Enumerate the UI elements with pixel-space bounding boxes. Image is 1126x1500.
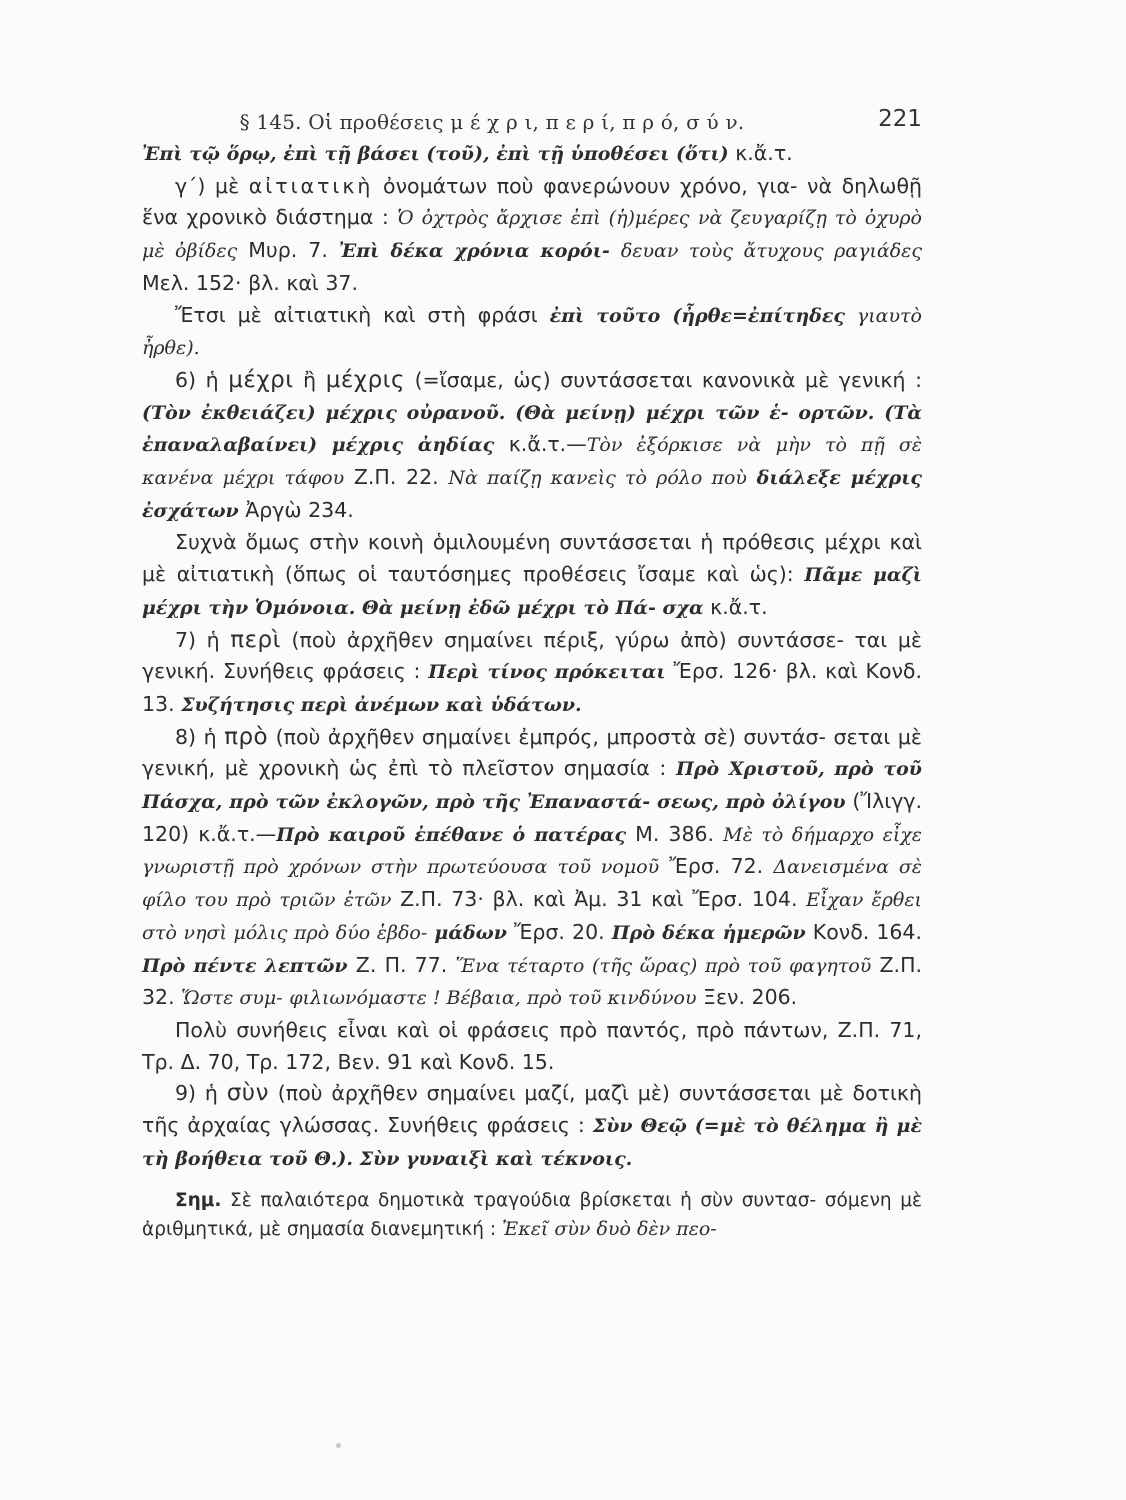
main-text bbox=[142, 138, 922, 1244]
paper-smudge bbox=[336, 1443, 341, 1448]
paragraph-pro: 8) ἡ πρὸ (ποὺ ἀρχῆθεν σημαίνει ἐμπρός, μπροστὰ σὲ) συντάσ- σεται μὲ γενική, μὲ χρονικὴ ὡς ἐπὶ τὸ πλεῖστον σημασία : Πρὸ Χριστοῦ, πρὸ τοῦ Πάσχα, πρὸ τῶν ἐκλογῶν, πρὸ τῆς Ἐπαναστά- σεως, πρὸ ὀλίγου (Ἴλιγγ. 120) κ.ἄ.τ.—Πρὸ καιροῦ ἐπέθανε ὁ πατέρας Μ. 386. Μὲ τὸ δήμαρχο εἶχε γνωριστῇ πρὸ χρόνων στὴν πρωτεύουσα τοῦ νομοῦ Ἔρσ. 72. Δανεισμένα σὲ φίλο του πρὸ τριῶν ἐτῶν Ζ.Π. 73· βλ. καὶ Ἀμ. 31 καὶ Ἔρσ. 104. Εἶχαν ἔρθει στὸ νησὶ μόλις πρὸ δύο ἑβδο- μάδων Ἔρσ. 20. Πρὸ δέκα ἡμερῶν Κονδ. 164. Πρὸ πέντε λεπτῶν Ζ. Π. 77. Ἕνα τέταρτο (τῆς ὥρας) πρὸ τοῦ φαγητοῦ Ζ.Π. 32. Ὥστε συμ- φιλιωνόμαστε ! Βέβαια, πρὸ τοῦ κινδύνου Ξεν. 206. bbox=[142, 723, 922, 1010]
paragraph-mechri: 6) ἡ μέχρι ἢ μέχρις (=ἴσαμε, ὡς) συντάσσεται κανονικὰ μὲ γενική : (Τὸν ἐκθειάζει) μέχρις οὐρανοῦ. (Θὰ μείνῃ) μέχρι τῶν ἑ- ορτῶν. (Τὰ ἐπαναλαβαίνει) μέχρις ἀηδίας κ.ἄ.τ.—Τὸν ἐξόρκισε νὰ μὴν τὸ πῇ σὲ κανένα μέχρι τάφου Ζ.Π. 22. Νὰ παίζῃ κανεὶς τὸ ρόλο ποὺ διάλεξε μέχρις ἐσχάτων Ἀργὼ 234. bbox=[142, 366, 922, 522]
text-line: Ἐπὶ τῷ ὅρῳ, ἐπὶ τῇ βάσει (τοῦ), ἐπὶ τῇ ὑποθέσει (ὅτι) κ.ἄ.τ. bbox=[142, 141, 793, 165]
page-number: 221 bbox=[878, 106, 922, 132]
paragraph-peri: 7) ἡ περὶ (ποὺ ἀρχῆθεν σημαίνει πέριξ, γύρω ἀπὸ) συντάσσε- ται μὲ γενική. Συνήθεις φράσεις : Περὶ τίνος πρόκειται Ἔρσ. 126· βλ. καὶ Κονδ. 13. Συζήτησις περὶ ἀνέμων καὶ ὑδάτων. bbox=[142, 626, 922, 716]
paragraph-pro-phrases: Πολὺ συνήθεις εἶναι καὶ οἱ φράσεις πρὸ παντός, πρὸ πάντων, Ζ.Π. 71, Τρ. Δ. 70, Τρ. 172, Βεν. 91 καὶ Κονδ. 15. bbox=[142, 1017, 922, 1074]
running-header bbox=[142, 98, 922, 138]
keyword-syn: σὺν bbox=[226, 1080, 269, 1107]
paragraph-epi-touto: Ἔτσι μὲ αἰτιατικὴ καὶ στὴ φράσι ἐπὶ τοῦτο (ἦρθε=ἐπίτηδες γιαυτὸ ἦρθε). bbox=[142, 302, 922, 360]
keyword-mechris: μέχρις bbox=[325, 366, 405, 393]
header-title: § 145. Οἱ προθέσεις μ έ χ ρ ι, π ε ρ ί, π ρ ό, σ ύ ν. bbox=[239, 110, 745, 134]
book-page bbox=[142, 98, 922, 1244]
paragraph-accusative-time: γ΄) μὲ αἰτιατικὴ ὀνομάτων ποὺ φανερώνουν χρόνο, για- νὰ δηλωθῇ ἕνα χρονικὸ διάστημα : Ὁ ὀχτρὸς ἄρχισε ἐπὶ (ἡ)μέρες νὰ ζευγαρίζῃ τὸ ὀχυρὸ μὲ ὀβίδες Μυρ. 7. Ἐπὶ δέκα χρόνια κορόι- δευαν τοὺς ἄτυχους ραγιάδες Μελ. 152· βλ. καὶ 37. bbox=[142, 173, 923, 295]
footnote-remark: Σημ. Σὲ παλαιότερα δημοτικὰ τραγούδια βρίσκεται ἡ σὺν συντασ- σόμενη μὲ ἀριθμητικά, μὲ σημασία διανεμητική : Ἐκεῖ σὺν δυὸ δὲν πεο- bbox=[142, 1189, 922, 1240]
note-label: Σημ. bbox=[175, 1189, 222, 1211]
paragraph-syn: 9) ἡ σὺν (ποὺ ἀρχῆθεν σημαίνει μαζί, μαζὶ μὲ) συντάσσεται μὲ δοτικὴ τῆς ἀρχαίας γλώσσας. Συνήθεις φράσεις : Σὺν Θεῷ (=μὲ τὸ θέλημα ἢ μὲ τὴ βοήθεια τοῦ Θ.). Σὺν γυναιξὶ καὶ τέκνοις. bbox=[142, 1080, 922, 1170]
paragraph-epi-continuation bbox=[142, 138, 922, 171]
keyword-mechri: μέχρι bbox=[228, 366, 294, 393]
keyword-peri: περὶ bbox=[230, 626, 281, 653]
keyword-pro: πρὸ bbox=[224, 723, 269, 750]
paragraph-mechri-accusative: Συχνὰ ὅμως στὴν κοινὴ ὁμιλουμένη συντάσσεται ἡ πρόθεσις μέχρι καὶ μὲ αἰτιατικὴ (ὅπως οἱ ταυτόσημες προθέσεις ἴσαμε καὶ ὡς): Πᾶμε μαζὶ μέχρι τὴν Ὁμόνοια. Θὰ μείνῃ ἐδῶ μέχρι τὸ Πά- σχα κ.ἄ.τ. bbox=[142, 530, 922, 619]
